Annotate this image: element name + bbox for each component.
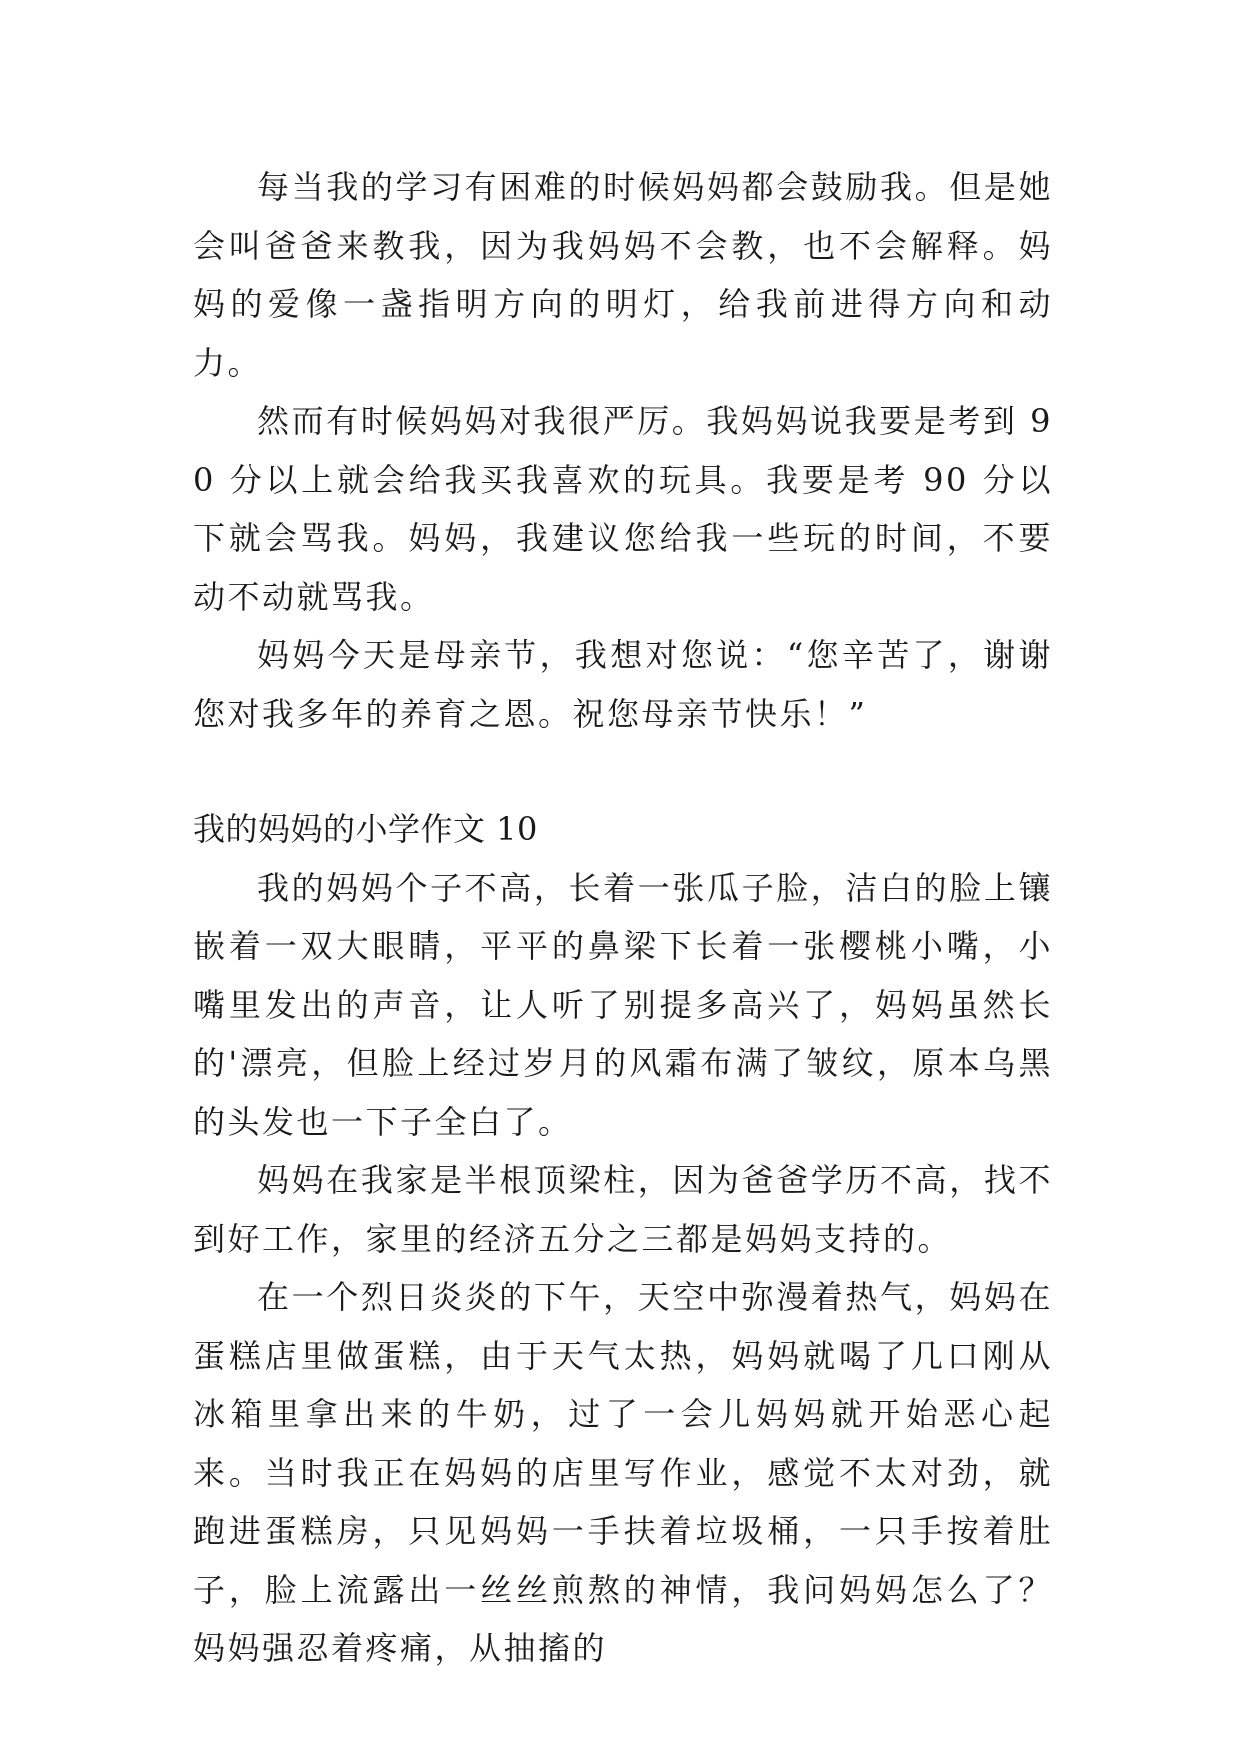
paragraph-family-support: 妈妈在我家是半根顶梁柱，因为爸爸学历不高，找不到好工作，家里的经济五分之三都是妈妈支持的。	[193, 1161, 1053, 1258]
paragraph-appearance: 我的妈妈个子不高，长着一张瓜子脸，洁白的脸上镶嵌着一双大眼睛，平平的鼻梁下长着一张樱桃小嘴，小嘴里发出的声音，让人听了别提多高兴了，妈妈虽然长的'漂亮，但脸上经过岁月的风霜布满了皱纹，原本乌黑的头发也一下子全白了。	[193, 868, 1053, 1141]
document-body	[193, 158, 1053, 1678]
paragraph-mothers-day: 妈妈今天是母亲节，我想对您说：“您辛苦了，谢谢您对我多年的养育之恩。祝您母亲节快乐！”	[193, 636, 1053, 733]
paragraph-afternoon-story: 在一个烈日炎炎的下午，天空中弥漫着热气，妈妈在蛋糕店里做蛋糕，由于天气太热，妈妈就喝了几口刚从冰箱里拿出来的牛奶，过了一会儿妈妈就开始恶心起来。当时我正在妈妈的店里写作业，感觉不太对劲，就跑进蛋糕房，只见妈妈一手扶着垃圾桶，一只手按着肚子，脸上流露出一丝丝煎熬的神情，我问妈妈怎么了？妈妈强忍着疼痛，从抽搐的	[193, 1278, 1053, 1667]
paragraph-encouragement: 每当我的学习有困难的时候妈妈都会鼓励我。但是她会叫爸爸来教我，因为我妈妈不会教，也不会解释。妈妈的爱像一盏指明方向的明灯，给我前进得方向和动力。	[193, 168, 1053, 382]
paragraph-strictness: 然而有时候妈妈对我很严厉。我妈妈说我要是考到 90 分以上就会给我买我喜欢的玩具。我要是考 90 分以下就会骂我。妈妈，我建议您给我一些玩的时间，不要动不动就骂我。	[193, 402, 1053, 616]
section-title: 我的妈妈的小学作文 10	[193, 810, 538, 848]
